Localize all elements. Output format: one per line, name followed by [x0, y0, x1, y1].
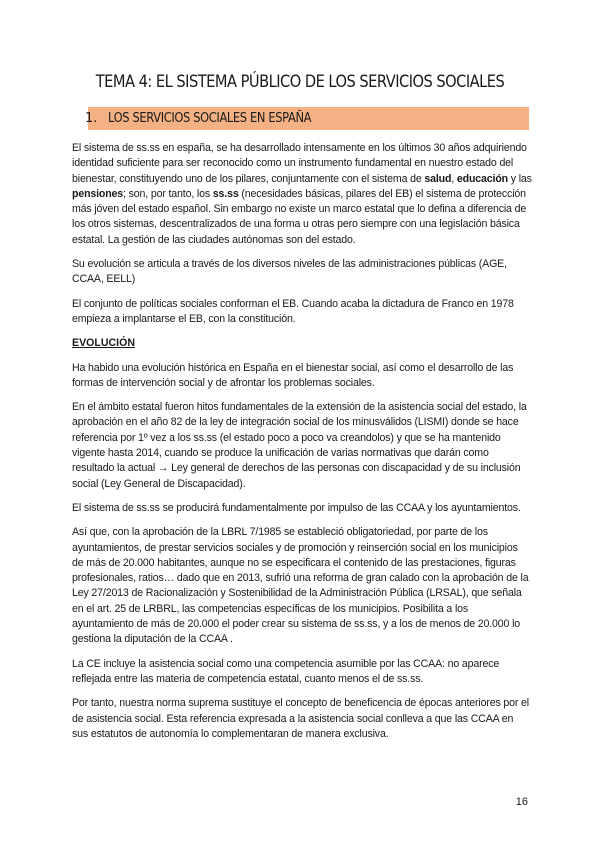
keyword-educacion: educación	[456, 172, 508, 185]
section-number: 1.	[85, 111, 98, 126]
keyword-pensiones: pensiones	[72, 187, 124, 200]
paragraph-evolucion-historica: Ha habido una evolución histórica en España en el bienestar social, así como el desarrollo de las formas de intervención social y de afrontar los problemas sociales.	[72, 361, 514, 389]
paragraph-politicas-sociales: El conjunto de políticas sociales conforman el EB. Cuando acaba la dictadura de Franco en 1978 empieza a implantarse el EB, con la constitución.	[72, 297, 514, 325]
keyword-salud: salud	[424, 172, 452, 185]
paragraph-evolucion-niveles: Su evolución se articula a través de los diversos niveles de las administraciones públicas (AGE, CCAA, EELL)	[72, 258, 507, 286]
paragraph-lbrl: Así que, con la aprobación de la LBRL 7/1985 se estableció obligatoriedad, por parte de los ayuntamientos, de prestar servicios sociales y de promoción y reinserción social en los municipios de más de 20.000 habitantes, aunque no se especificara el contenido de las prestaciones, figuras profesionales, ratios… dado que en 2013, sufrió una reforma de gran calado con la aprobación de la Ley 27/2013 de Racionalización y Sostenibilidad de la Administración Pública (LRSAL), que señala en el art. 25 de LRBRL, las competencias específicas de los municipios. Posibilita a los ayuntamiento de más de 20.000 el poder crear su sistema de ss.ss, y a los de menos de 20.000 lo gestiona la diputación de la CCAA .	[72, 526, 529, 646]
section-title: LOS SERVICIOS SOCIALES EN ESPAÑA	[108, 111, 312, 126]
paragraph-norma-suprema: Por tanto, nuestra norma suprema sustituye el concepto de beneficencia de épocas anteriores por el de asistencia social. Esta referencia expresada a la asistencia social conlleva a que las CCAA en sus estatutos de autonomía lo complementaran de manera exclusiva.	[72, 697, 530, 740]
paragraph-ce: La CE incluye la asistencia social como una competencia asumible por las CCAA: no aparece reflejada entre las materia de competencia estatal, cuanto menos el de ss.ss.	[72, 657, 500, 685]
paragraph-ambito-estatal: En el ámbito estatal fueron hitos fundamentales de la extensión de la asistencia social del estado, la aprobación en el año 82 de la ley de integración social de los minusválidos (LISMI) donde se hace referencia por 1º vez a los ss.ss (el estado poco a poco va creandolos) y que se ha mantenido vigente hasta 2014, cuando se produce la unificación de varias normativas que darán como resultado la actual → Ley general de derechos de las personas con discapacidad y de su inclusión social (Ley General de Discapacidad).	[72, 401, 527, 490]
body-text	[72, 141, 532, 751]
subheading-evolucion: EVOLUCIÓN	[72, 337, 135, 350]
keyword-ssss: ss.ss	[212, 187, 239, 200]
paragraph-ccaa-ayuntamientos: El sistema de ss.ss se producirá fundamentalmente por impulso de las CCAA y los ayuntamientos.	[72, 501, 521, 514]
page-number: 16	[515, 796, 528, 808]
document-title: TEMA 4: EL SISTEMA PÚBLICO DE LOS SERVICIOS SOCIALES	[95, 72, 505, 92]
paragraph-intro: El sistema de ss.ss en españa, se ha desarrollado intensamente en los últimos 30 años adquiriendo identidad suficiente para ser reconocido como un instrumento fundamental en nuestro estado del bienestar, constituyendo uno de los pilares, conjuntamente con el sistema de salud, educación y las pensiones; son, por tanto, los ss.ss (necesidades básicas, pilares del EB) el sistema de protección más jóven del estado español. Sin embargo no existe un marco estatal que lo defina a diferencia de los otros sistemas, descentralizados de una forma u otras pero siempre con una legislación básica estatal. La gestión de las ciudades autónomas son del estado.	[72, 142, 532, 246]
